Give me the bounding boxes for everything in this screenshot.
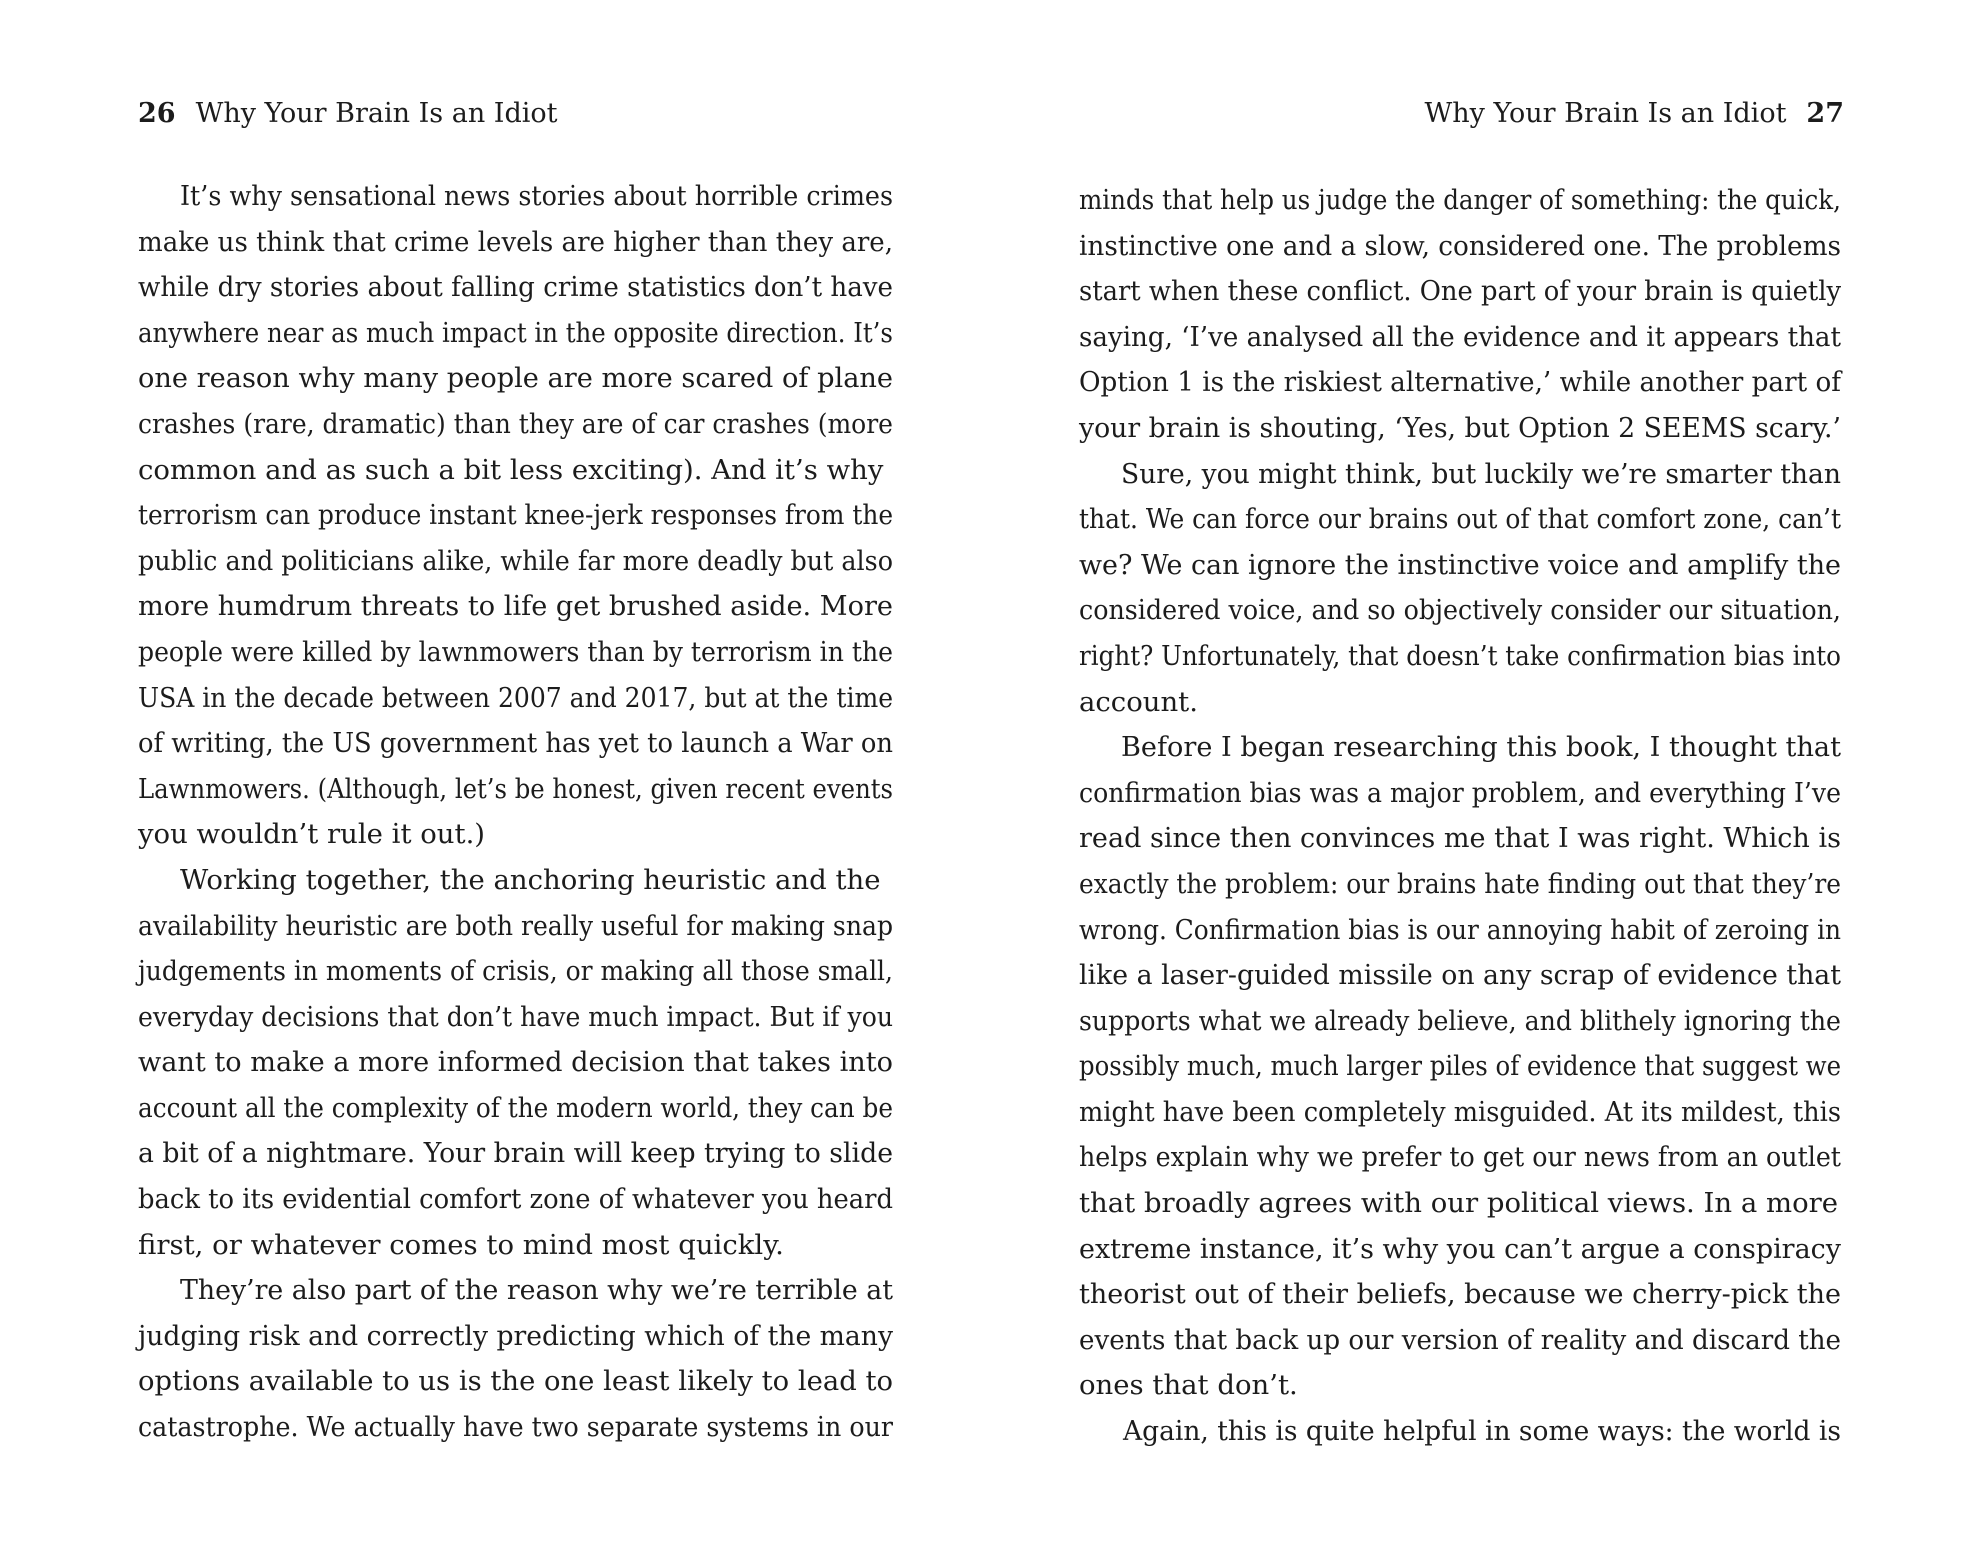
- text-line: availability heuristic are both really useful for making snap: [138, 909, 894, 942]
- text-line: Again, this is quite helpful in some ways: the world is: [1123, 1415, 1841, 1448]
- left-page-number: 26: [138, 98, 176, 129]
- left-body-text: [138, 174, 992, 1451]
- text-line: minds that help us judge the danger of something: the quick,: [1079, 184, 1841, 216]
- text-line: helps explain why we prefer to get our news from an outlet: [1079, 1141, 1841, 1174]
- text-line: instinctive one and a slow, considered one. The problems: [1079, 229, 1841, 262]
- text-line: anywhere near as much impact in the opposite direction. It’s: [138, 316, 893, 349]
- text-line: saying, ‘I’ve analysed all the evidence and it appears that: [1079, 320, 1841, 353]
- text-line: like a laser-guided missile on any scrap of evidence that: [1079, 959, 1842, 992]
- right-page-number: 27: [1806, 98, 1844, 129]
- text-line: supports what we already believe, and blithely ignoring the: [1079, 1004, 1841, 1037]
- text-line: crashes (rare, dramatic) than they are of car crashes (more: [138, 407, 893, 440]
- text-line: USA in the decade between 2007 and 2017, but at the time: [138, 681, 894, 714]
- right-page: [984, 0, 1968, 1558]
- text-line: judging risk and correctly predicting which of the many: [138, 1319, 893, 1352]
- text-line: considered voice, and so objectively consider our situation,: [1079, 594, 1841, 627]
- text-line: everyday decisions that don’t have much impact. But if you: [138, 1000, 893, 1033]
- text-line: events that back up our version of reality and discard the: [1079, 1323, 1842, 1356]
- text-line: that broadly agrees with our political views. In a more: [1079, 1187, 1839, 1220]
- right-body-text: [1079, 178, 1939, 1455]
- text-line: back to its evidential comfort zone of whatever you heard: [138, 1183, 893, 1216]
- text-line: wrong. Confirmation bias is our annoying habit of zeroing in: [1079, 913, 1842, 946]
- text-line: account.: [1079, 685, 1198, 718]
- text-line: terrorism can produce instant knee-jerk responses from the: [138, 499, 894, 532]
- text-line: people were killed by lawnmowers than by terrorism in the: [138, 635, 893, 668]
- text-line: ones that don’t.: [1079, 1369, 1298, 1402]
- text-line: more humdrum threats to life get brushed aside. More: [138, 590, 894, 623]
- text-line: might have been completely misguided. At its mildest, this: [1079, 1095, 1842, 1128]
- text-line: Before I began researching this book, I thought that: [1121, 731, 1842, 764]
- text-line: extreme instance, it’s why you can’t argue a conspiracy: [1079, 1232, 1841, 1265]
- text-line: make us think that crime levels are higher than they are,: [138, 225, 893, 258]
- text-line: right? Unfortunately, that doesn’t take confirmation bias into: [1079, 639, 1841, 672]
- text-line: start when these conflict. One part of your brain is quietly: [1079, 275, 1842, 308]
- text-line: Working together, the anchoring heuristic and the: [180, 863, 881, 896]
- text-line: one reason why many people are more scared of plane: [138, 362, 894, 395]
- text-line: It’s why sensational news stories about horrible crimes: [180, 180, 894, 212]
- left-running-head: [138, 94, 557, 134]
- text-line: we? We can ignore the instinctive voice and amplify the: [1079, 548, 1841, 581]
- text-line: public and politicians alike, while far more deadly but also: [138, 544, 894, 577]
- text-line: while dry stories about falling crime statistics don’t have: [138, 271, 893, 304]
- text-line: catastrophe. We actually have two separate systems in our: [138, 1411, 893, 1444]
- text-line: read since then convinces me that I was right. Which is: [1079, 822, 1841, 855]
- text-line: They’re also part of the reason why we’re terrible at: [180, 1274, 893, 1307]
- text-line: want to make a more informed decision that takes into: [138, 1046, 893, 1079]
- text-line: judgements in moments of crisis, or making all those small,: [138, 955, 893, 988]
- text-line: your brain is shouting, ‘Yes, but Option 2 SEEMS scary.’: [1079, 411, 1841, 444]
- text-line: theorist out of their beliefs, because we cherry-pick the: [1079, 1278, 1841, 1311]
- left-running-title: Why Your Brain Is an Idiot: [195, 98, 558, 129]
- text-line: options available to us is the one least likely to lead to: [138, 1365, 894, 1398]
- right-running-title: Why Your Brain Is an Idiot: [1424, 98, 1787, 129]
- text-line: you wouldn’t rule it out.): [138, 818, 486, 851]
- text-line: possibly much, much larger piles of evidence that suggest we: [1079, 1050, 1842, 1083]
- text-line: common and as such a bit less exciting). And it’s why: [138, 453, 884, 486]
- text-line: Lawnmowers. (Although, let’s be honest, given recent events: [138, 772, 893, 805]
- text-line: confirmation bias was a major problem, and everything I’ve: [1079, 776, 1841, 809]
- text-line: of writing, the US government has yet to launch a War on: [138, 727, 894, 760]
- text-line: that. We can force our brains out of that comfort zone, can’t: [1079, 503, 1842, 536]
- text-line: Sure, you might think, but luckily we’re smarter than: [1121, 457, 1841, 490]
- right-running-head: [1425, 94, 1844, 134]
- text-line: a bit of a nightmare. Your brain will keep trying to slide: [138, 1137, 894, 1170]
- text-line: Option 1 is the riskiest alternative,’ while another part of: [1079, 366, 1841, 399]
- text-line: account all the complexity of the modern world, they can be: [138, 1091, 894, 1124]
- text-line: first, or whatever comes to mind most quickly.: [138, 1228, 784, 1261]
- text-line: exactly the problem: our brains hate finding out that they’re: [1079, 867, 1841, 900]
